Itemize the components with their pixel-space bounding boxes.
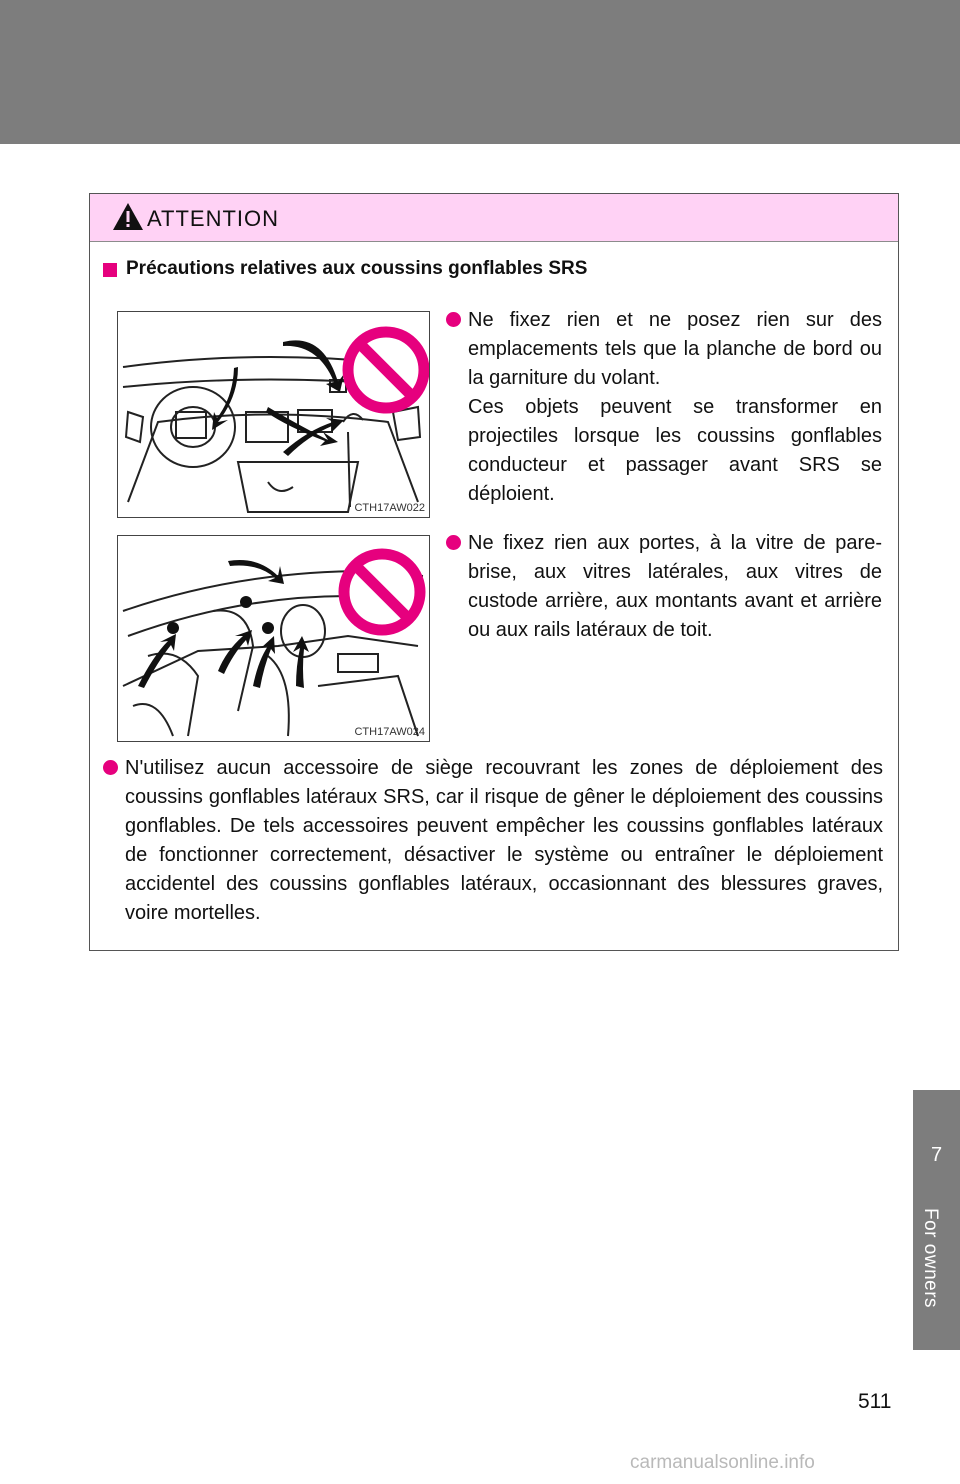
prohibition-sign-icon-2 — [344, 554, 420, 630]
page-number: 511 — [858, 1390, 892, 1413]
dashboard-illustration — [118, 312, 429, 517]
warning-icon — [112, 202, 144, 231]
bullet-1-paragraph-1: Ne fixez rien et ne posez rien sur des emplacements tels que la planche de bord ou la garniture du volant. — [468, 309, 882, 389]
attention-title: ATTENTION — [147, 206, 280, 231]
watermark: carmanualsonline.info — [630, 1452, 815, 1473]
header-band — [0, 0, 960, 144]
bullet-3 — [103, 754, 883, 928]
bullet-2 — [446, 529, 882, 645]
chapter-label: For owners — [920, 1208, 941, 1309]
figure-code-2: CTH17AW024 — [354, 726, 425, 738]
section-title: Précautions relatives aux coussins gonflables SRS — [126, 258, 588, 279]
bullet-1 — [446, 306, 882, 509]
bullet-dot-icon — [446, 312, 461, 327]
attention-header — [90, 194, 898, 242]
attention-box — [89, 193, 899, 951]
figure-cabin — [117, 535, 430, 742]
bullet-3-paragraph: N'utilisez aucun accessoire de siège recouvrant les zones de déploiement des coussins gonflables latéraux SRS, car il risque de gêner le déploiement des coussins gonflables. De tels accessoires peuvent empêcher les coussins gonflables latéraux de fonctionner correctement, désactiver le système ou entraîner le déploiement accidentel des coussins gonflables latéraux, occasionnant des blessures graves, voire mortelles. — [125, 757, 883, 924]
prohibition-sign-icon-1 — [348, 332, 424, 408]
bullet-dot-icon — [103, 760, 118, 775]
bullet-dot-icon — [446, 535, 461, 550]
cabin-illustration — [118, 536, 429, 741]
section-marker-icon — [103, 263, 117, 277]
chapter-number: 7 — [930, 1144, 943, 1166]
figure-dashboard — [117, 311, 430, 518]
bullet-1-paragraph-2: Ces objets peuvent se transformer en projectiles lorsque les coussins gonflables conducteur et passager avant SRS se déploient. — [468, 396, 882, 505]
figure-code-1: CTH17AW022 — [354, 502, 425, 514]
bullet-2-paragraph: Ne fixez rien aux portes, à la vitre de pare-brise, aux vitres latérales, aux vitres de custode arrière, aux montants avant et arrière ou aux rails latéraux de toit. — [468, 532, 882, 641]
